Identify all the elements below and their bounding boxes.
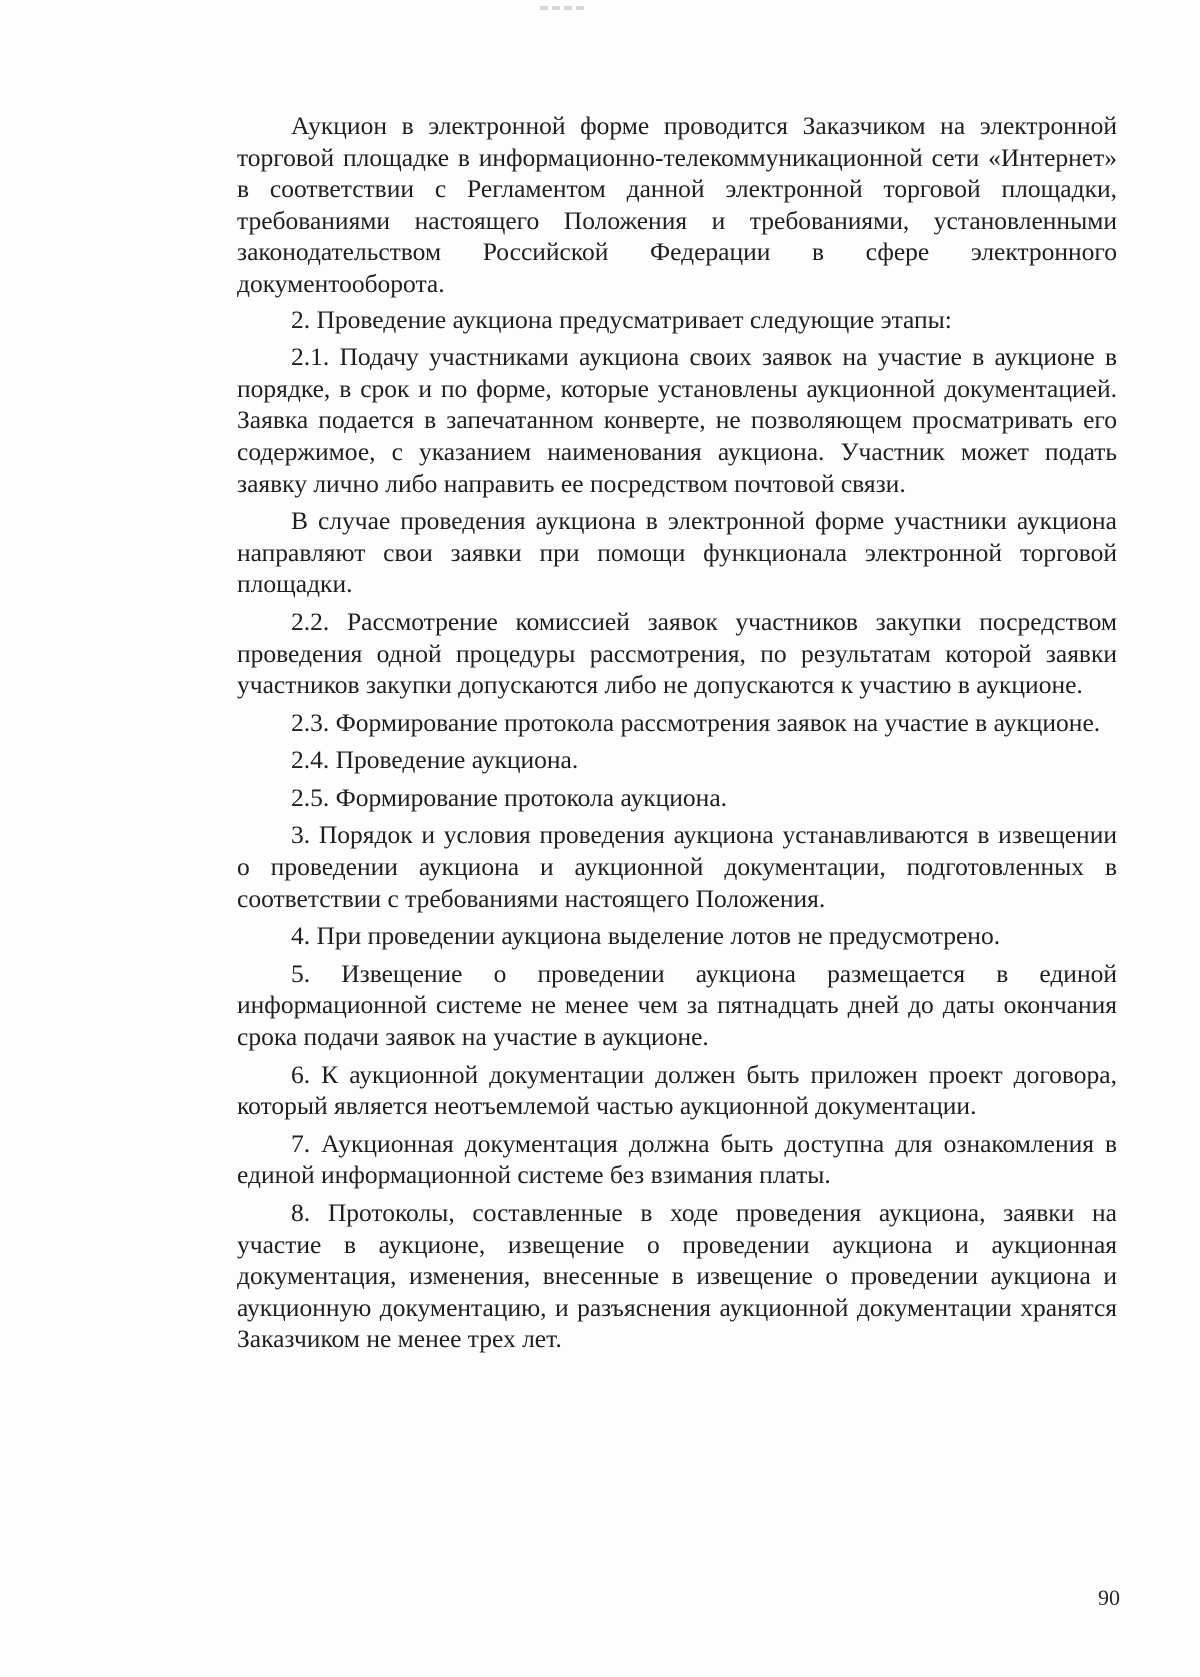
paragraph: Аукцион в электронной форме проводится Заказчиком на электронной торговой площадке в информационно-телекоммуникационной сети «Интернет» в соответствии с Регламентом данной электронной торговой площадки, требованиями настоящего Положения и требованиями, установленными законодательством Российской Федерации в сфере электронного документооборота. (237, 111, 1117, 298)
paragraph: 6. К аукционной документации должен быть приложен проект договора, который является неотъемлемой частью аукционной документации. (237, 1059, 1117, 1121)
paragraph: 4. При проведении аукциона выделение лотов не предусмотрено. (291, 921, 1001, 951)
paragraph: 2.1. Подачу участниками аукциона своих заявок на участие в аукционе в порядке, в срок и по форме, которые установлены аукционной документацией. Заявка подается в запечатанном конверте, не позволяющем просматривать его содержимое, с указанием наименования аукциона. Участник может подать заявку лично либо направить ее посредством почтовой связи. (237, 342, 1117, 498)
paragraph: 2.4. Проведение аукциона. (291, 745, 579, 775)
paragraph: 7. Аукционная документация должна быть доступна для ознакомления в единой информационной системе без взимания платы. (237, 1128, 1117, 1190)
paragraph: 2. Проведение аукциона предусматривает следующие этапы: (291, 304, 952, 334)
paragraph: 5. Извещение о проведении аукциона размещается в единой информационной системе не менее чем за пятнадцать дней до даты окончания срока подачи заявок на участие в аукционе. (237, 958, 1117, 1052)
document-body (237, 110, 1117, 1361)
paragraph: В случае проведения аукциона в электронной форме участники аукциона направляют свои заявки при помощи функционала электронной торговой площадки. (237, 506, 1117, 599)
paragraph: 3. Порядок и условия проведения аукциона устанавливаются в извещении о проведении аукциона и аукционной документации, подготовленных в соответствии с требованиями настоящего Положения. (237, 820, 1117, 913)
scan-artifact (540, 6, 584, 10)
paragraph: 2.2. Рассмотрение комиссией заявок участников закупки посредством проведения одной процедуры рассмотрения, по результатам которой заявки участников закупки допускаются либо не допускаются к участию в аукционе. (237, 606, 1117, 700)
paragraph: 2.5. Формирование протокола аукциона. (291, 782, 728, 812)
paragraph: 2.3. Формирование протокола рассмотрения заявок на участие в аукционе. (291, 707, 1101, 737)
paragraph: 8. Протоколы, составленные в ходе проведения аукциона, заявки на участие в аукционе, извещение о проведении аукциона и аукционная документация, изменения, внесенные в извещение о проведении аукциона и аукционную документацию, и разъяснения аукционной документации хранятся Заказчиком не менее трех лет. (237, 1198, 1117, 1354)
page-number: 90 (1098, 1585, 1120, 1610)
